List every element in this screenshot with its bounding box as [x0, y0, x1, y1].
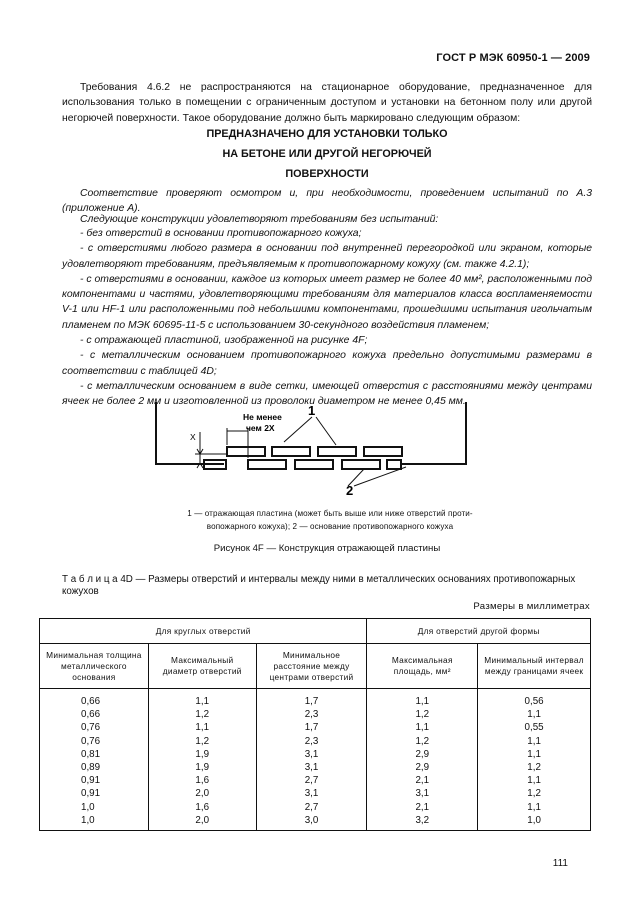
- label-2x: чем 2X: [246, 423, 275, 433]
- table-cell: 0,66: [40, 689, 149, 709]
- table-row: [40, 689, 591, 709]
- table-cell: 3,0: [256, 814, 367, 831]
- reflective-plates: [227, 447, 402, 456]
- constructions-list: [62, 226, 592, 410]
- table-cell: 1,2: [367, 708, 478, 721]
- table-cell: 3,1: [256, 748, 367, 761]
- constructions-intro: Следующие конструкции удовлетворяют требованиям без испытаний:: [80, 214, 439, 225]
- leader-1b: [316, 417, 336, 445]
- callout-1: 1: [308, 403, 316, 418]
- callout-2: 2: [346, 483, 354, 498]
- table-cell: 1,7: [256, 721, 367, 734]
- marking-line-1: ПРЕДНАЗНАЧЕНО ДЛЯ УСТАНОВКИ ТОЛЬКО: [206, 128, 448, 140]
- list-item: - с отверстиями любого размера в основании под внутренней перегородкой или экраном, которые удовлетворяют требованиям, предъявляемым к противопожарному кожуху (см. также 4.2.1);: [62, 243, 592, 270]
- table-cell: 0,81: [40, 748, 149, 761]
- table-cell: 1,1: [478, 735, 591, 748]
- table-cell: 3,1: [367, 787, 478, 800]
- table-row: [40, 748, 591, 761]
- table-cell: 3,1: [256, 761, 367, 774]
- table-cell: 2,7: [256, 801, 367, 814]
- table-cell: 1,1: [367, 721, 478, 734]
- table-cell: 2,9: [367, 748, 478, 761]
- table-cell: 0,76: [40, 721, 149, 734]
- table-caption-prefix: Т а б л и ц а 4D: [62, 574, 133, 585]
- table-cell: 2,0: [148, 787, 256, 800]
- group-header-round: Для круглых отверстий: [40, 619, 367, 644]
- marking-line-2: НА БЕТОНЕ ИЛИ ДРУГОЙ НЕГОРЮЧЕЙ: [222, 148, 432, 160]
- table-cell: 2,7: [256, 774, 367, 787]
- table-row: [40, 814, 591, 831]
- figure-note: [140, 507, 520, 533]
- page-number: 111: [552, 858, 568, 869]
- list-item: - с отражающей пластиной, изображенной на рисунке 4F;: [80, 335, 368, 347]
- table-cell: 1,0: [478, 814, 591, 831]
- list-item: - без отверстий в основании противопожарного кожуха;: [80, 228, 362, 239]
- table-caption-text: — Размеры отверстий и интервалы между ними в металлических основаниях противопожарных кожухов: [62, 574, 576, 597]
- group-header-other: Для отверстий другой формы: [367, 619, 591, 644]
- table-cell: 0,55: [478, 721, 591, 734]
- table-cell: 1,1: [478, 774, 591, 787]
- enclosure-base-right: [402, 402, 466, 464]
- table-cell: 1,6: [148, 801, 256, 814]
- table-cell: 1,2: [478, 787, 591, 800]
- table-cell: 1,2: [148, 708, 256, 721]
- table-row: [40, 774, 591, 787]
- table-cell: 1,2: [148, 735, 256, 748]
- table-cell: 2,1: [367, 801, 478, 814]
- table-cell: 3,2: [367, 814, 478, 831]
- table-cell: 1,1: [367, 689, 478, 709]
- paragraph-requirements: Требования 4.6.2 не распространяются на стационарное оборудование, предназначенное для использования только в помещении с ограниченным доступом и установки на бетонном полу или другой негорючей поверхности. Такое оборудование должно быть маркировано следующим образом:: [62, 82, 592, 124]
- figure-note-line-1: 1 — отражающая пластина (может быть выше или ниже отверстий проти-: [187, 509, 473, 518]
- base-segments: [204, 460, 401, 469]
- table-cell: 0,91: [40, 787, 149, 800]
- table-cell: 0,89: [40, 761, 149, 774]
- col-header-thickness: Минимальная толщина металлического основания: [40, 644, 149, 689]
- table-cell: 0,91: [40, 774, 149, 787]
- table-cell: 3,1: [256, 787, 367, 800]
- table-cell: 1,1: [478, 748, 591, 761]
- table-units: Размеры в миллиметрах: [473, 601, 590, 612]
- table-cell: 1,1: [478, 708, 591, 721]
- table-cell: 2,9: [367, 761, 478, 774]
- table-cell: 0,66: [40, 708, 149, 721]
- table-row: [40, 761, 591, 774]
- table-cell: 1,7: [256, 689, 367, 709]
- table-row: [40, 801, 591, 814]
- figure-note-line-2: вопожарного кожуха); 2 — основание противопожарного кожуха: [206, 522, 454, 531]
- table-caption: [62, 574, 592, 598]
- col-header-area: Максимальная площадь, мм²: [367, 644, 478, 689]
- figure-caption: Рисунок 4F — Конструкция отражающей пластины: [213, 543, 441, 554]
- table-row: [40, 721, 591, 734]
- list-item: - с металлическим основанием в виде сетки, имеющей отверстия с расстояниями между центрами ячеек не более 2 мм и изготовленной из проволоки диаметром не менее 0,45 мм.: [62, 380, 592, 408]
- table-cell: 1,6: [148, 774, 256, 787]
- table-cell: 2,0: [148, 814, 256, 831]
- figure-reflective-plate-diagram: [140, 398, 480, 502]
- col-header-center-distance: Минимальное расстояние между центрами отверстий: [256, 644, 367, 689]
- col-header-interval: Минимальный интервал между границами ячеек: [478, 644, 591, 689]
- compliance-text: Соответствие проверяют осмотром и, при необходимости, проведением испытаний по А.3 (приложение А).: [62, 188, 592, 215]
- table-cell: 0,56: [478, 689, 591, 709]
- leader-1a: [284, 417, 312, 442]
- table-row: [40, 787, 591, 800]
- label-x: X: [190, 432, 196, 442]
- table-cell: 1,0: [40, 814, 149, 831]
- table-cell: 1,2: [367, 735, 478, 748]
- table-cell: 2,3: [256, 735, 367, 748]
- table-cell: 1,1: [148, 721, 256, 734]
- list-item: - с отверстиями в основании, каждое из которых имеет размер не более 40 мм², расположенными под компонентами и частями, удовлетворяющими требованиям для материалов класса воспламеняемости V-1 или HF-1 или расположенными под небольшими компонентами, прошедшими испытания игольчатым пламенем по МЭК 60695-11-5 с использованием 30-секундного воздействия пламенем;: [62, 273, 592, 331]
- table-cell: 1,9: [148, 761, 256, 774]
- table-cell: 1,1: [478, 801, 591, 814]
- col-header-diameter: Максимальный диаметр отверстий: [148, 644, 256, 689]
- table-cell: 2,1: [367, 774, 478, 787]
- table-row: [40, 735, 591, 748]
- table-cell: 1,9: [148, 748, 256, 761]
- table-row: [40, 708, 591, 721]
- table-cell: 2,3: [256, 708, 367, 721]
- dimensions-table: [39, 618, 591, 831]
- list-item: - с металлическим основанием противопожарного кожуха предельно допустимыми размерами в соответствии с таблицей 4D;: [62, 350, 592, 377]
- table-cell: 1,1: [148, 689, 256, 709]
- page-header: ГОСТ Р МЭК 60950-1 — 2009: [436, 52, 590, 64]
- label-min: Не менее: [243, 412, 282, 422]
- table-cell: 0,76: [40, 735, 149, 748]
- marking-line-3: ПОВЕРХНОСТИ: [285, 168, 369, 180]
- table-cell: 1,2: [478, 761, 591, 774]
- table-cell: 1,0: [40, 801, 149, 814]
